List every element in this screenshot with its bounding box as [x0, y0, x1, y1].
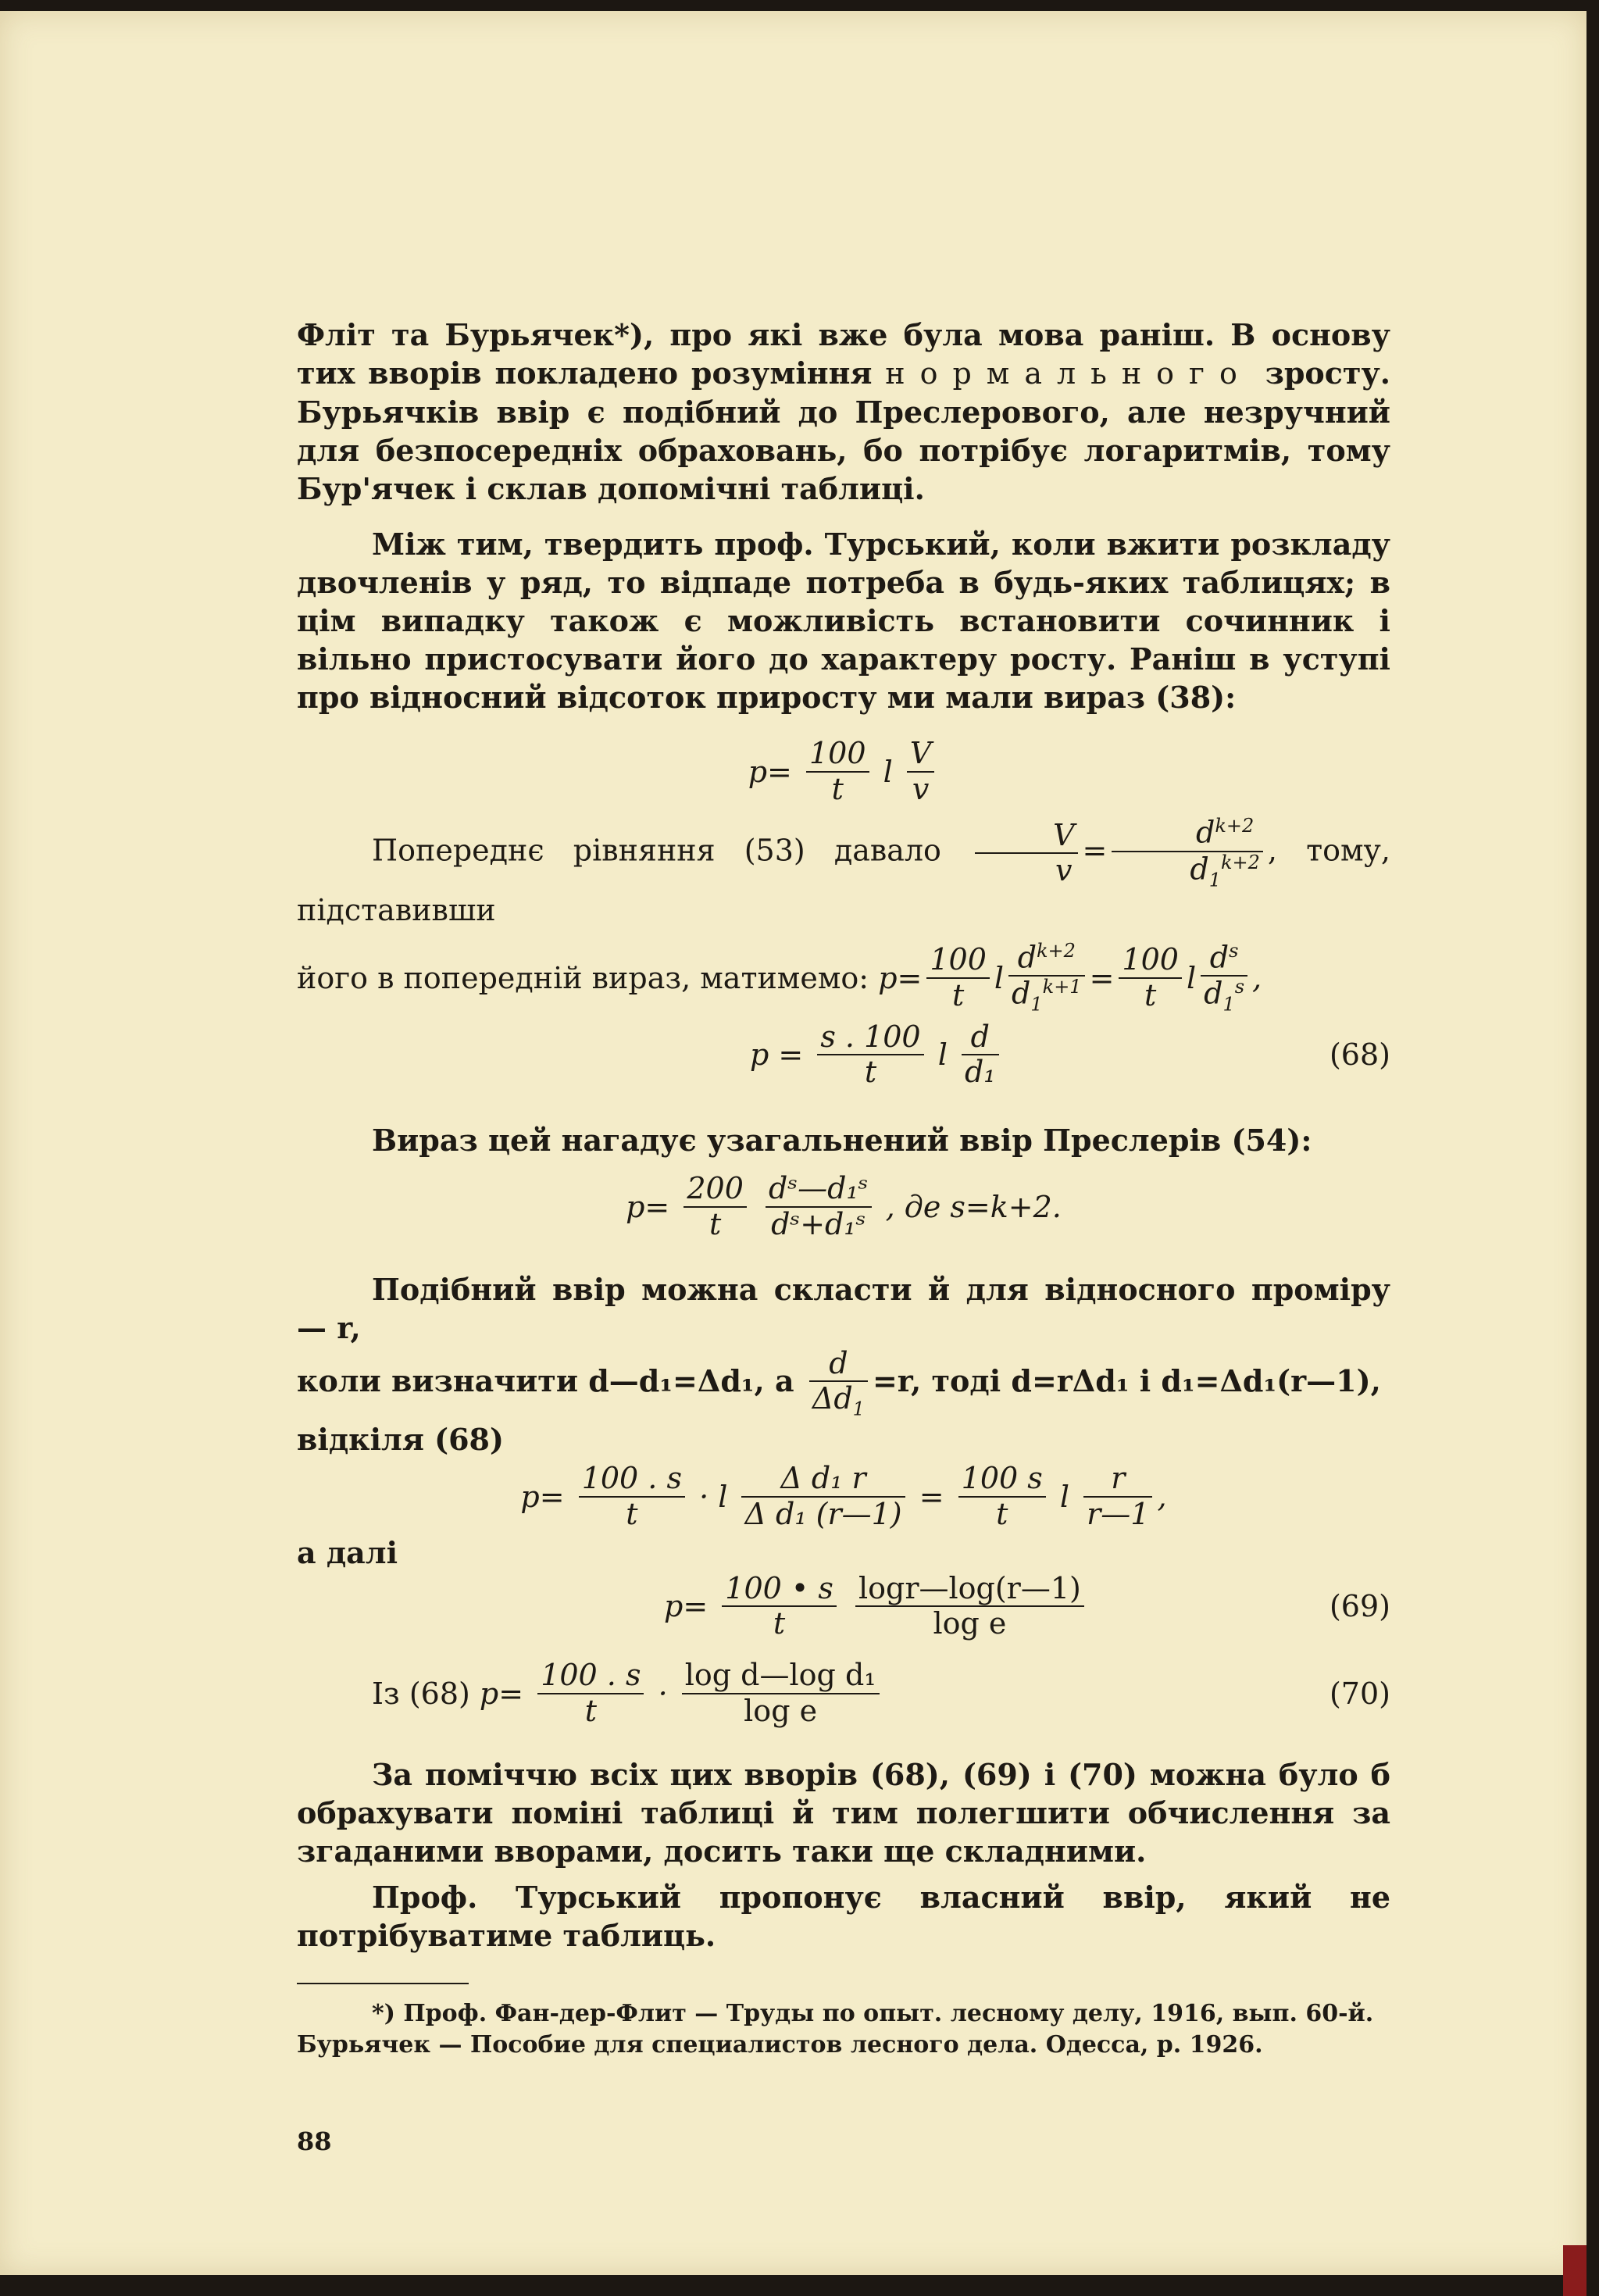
footnote-line-2: Бурьячек — Пособие для специалистов лесного дела. Одесса, р. 1926. [297, 2030, 1263, 2059]
equation-number-70: (70) [1329, 1676, 1390, 1711]
page-edge-mark [1563, 2245, 1587, 2296]
footnote-divider [297, 1983, 469, 1984]
paragraph-6-line-2: коли визначити d—d₁=Δd₁, а $\frac{d}{\Delta d_1}$ =r, тоді d=rΔd₁ і d₁=Δd₁(r—1), [297, 1345, 1381, 1420]
paragraph-7: а далі [297, 1534, 398, 1570]
page-number: 88 [297, 2126, 332, 2156]
equation-68: p = $\frac{s . 100}{t}$ l $\frac{d}{\text{d₁}}$ (68) [750, 1019, 1390, 1090]
paragraph-6-line-3: відкіля (68) [297, 1422, 504, 1458]
paragraph-5: Вираз цей нагадує узагальнений ввір Преслерів (54): [372, 1123, 1312, 1159]
paragraph-6: Подібний ввір можна скласти й для відносного проміру — r, [297, 1271, 1390, 1345]
footnote-line-1: *) Проф. Фан-дер-Флит — Труды по опыт. лесному делу, 1916, вып. 60-й. [372, 1999, 1374, 2027]
paragraph-3: Попереднє рівняння (53) давало $\frac{V}{v}$ = $\frac{d^{k+2}}{d_1^{k+2}}$ , тому, підставивши [297, 815, 1390, 927]
page-content [297, 316, 1390, 2156]
book-page [0, 11, 1587, 2275]
equation-54: p= $\frac{200}{t}$ $\frac{\text{dˢ—d₁ˢ}}{\text{dˢ+d₁ˢ}}$ , де s=k+2. [626, 1171, 1062, 1241]
paragraph-9: Проф. Турський пропонує власний ввір, який не потрібуватиме таблиць. [297, 1879, 1390, 1953]
equation-r: p= $\frac{100 . s}{t}$ · l $\frac{\text{Δ d₁ r}}{\text{Δ d₁ (r—1)}}$ = $\frac{100 s}{t}$ l $\frac{r}{r—1}$ , [520, 1461, 1167, 1532]
paragraph-2: Між тим, твердить проф. Турський, коли вжити розкладу двочленів у ряд, то відпаде потреба в будь-яких таблицях; в цім випадку також є можливість встановити сочинник і вільно пристосувати його до характеру росту. Раніш в уступі про відносний відсоток приросту ми мали вираз (38): [297, 527, 1390, 715]
equation-70: Із (68) p= $\frac{100 . s}{t}$ · $\frac{\text{log d—log d₁}}{\text{log e}}$ (70) [372, 1658, 1390, 1728]
paragraph-8: За поміччю всіх цих вворів (68), (69) і (70) можна було б обрахувати поміні таблиці й тим полегшити обчислення за згаданими вворами, досить таки ще складними. [297, 1756, 1390, 1869]
equation-69: p= $\frac{100 • s}{t}$ $\frac{\log r—\log(r—1)}{\text{log e}}$ (69) [664, 1570, 1390, 1641]
equation-substitution: його в попередній вираз, матимемо: p= $\frac{100}{t}$ l $\frac{d^{k+2}}{d_1^{k+1}}$ = $\frac{100}{t}$ l $\frac{d^s}{d_1^s}$ , [297, 939, 1262, 1016]
equation-number-69: (69) [1329, 1589, 1390, 1624]
paragraph-1: Фліт та Бурьячек*), про які вже була мова раніш. В основу тих вворів покладено розуміння нормального зросту. Бурьячків ввір є подібний до Преслерового, але незручний для безпосередніх обраховань, бо потрібує логаритмів, тому Бур'ячек і склав допомічні таблиці. [297, 317, 1390, 506]
equation-38: p= $\frac{100}{t}$ l $\frac{V}{v}$ [297, 737, 1390, 806]
equation-number-68: (68) [1329, 1037, 1390, 1073]
